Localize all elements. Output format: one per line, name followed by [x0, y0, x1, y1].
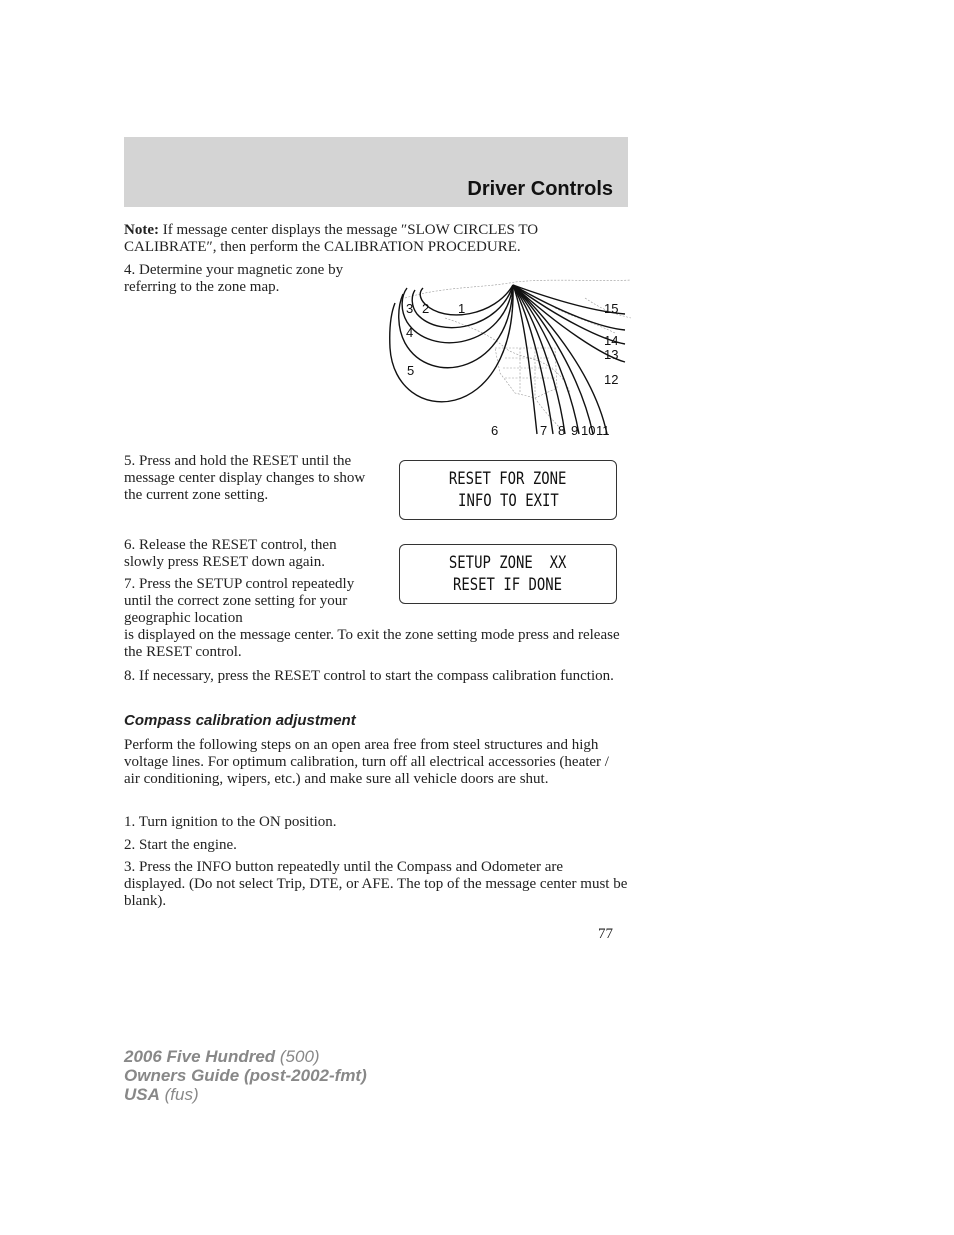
zone-map [385, 278, 631, 438]
zone-label: 11 [596, 423, 610, 438]
zone-label: 9 [571, 423, 579, 438]
step-5: 5. Press and hold the RESET until the message center display changes to show the current zone setting. [124, 453, 366, 503]
calibration-heading: Compass calibration adjustment [124, 712, 356, 729]
calibration-intro: Perform the following steps on an open area free from steel structures and high voltage lines. For optimum calibration, turn off all electrical accessories (heater / air conditioning, wipers, etc.) and make sure all vehicle doors are shut. [124, 737, 609, 787]
step-8: 8. If necessary, press the RESET control to start the compass calibration function. [124, 668, 614, 684]
step-6: 6. Release the RESET control, then slowly press RESET down again. [124, 537, 337, 570]
zone-label: 15 [604, 301, 619, 316]
zone-label: 12 [604, 372, 619, 387]
display-line-1: RESET FOR ZONE [449, 469, 567, 489]
calibration-step-1: 1. Turn ignition to the ON position. [124, 814, 337, 830]
header-band [124, 137, 628, 207]
footer-line-3 [124, 1085, 367, 1104]
zone-label: 8 [558, 423, 566, 438]
zone-label: 1 [458, 301, 466, 316]
zone-label: 13 [604, 347, 619, 362]
message-center-display-setup [399, 544, 617, 604]
step-7-part-1: 7. Press the SETUP control repeatedly until the correct zone setting for your geographic location [124, 576, 355, 626]
footer-guide: Owners Guide (post-2002-fmt) [124, 1066, 367, 1085]
note-paragraph [124, 222, 628, 256]
note-text: If message center displays the message ″SLOW CIRCLES TO CALIBRATE″, then perform the CALIBRATION PROCEDURE. [124, 222, 539, 255]
footer-model: 2006 Five Hundred [124, 1047, 276, 1066]
display-line-1: SETUP ZONE XX [449, 553, 567, 573]
footer-line-2 [124, 1066, 367, 1085]
footer-region: USA [124, 1085, 160, 1104]
zone-label: 6 [491, 423, 499, 438]
step-4: 4. Determine your magnetic zone by referring to the zone map. [124, 262, 344, 295]
zone-label: 5 [407, 363, 415, 378]
footer-region-code: (fus) [159, 1085, 199, 1104]
zone-label: 10 [581, 423, 596, 438]
footer-model-code: (500) [275, 1047, 320, 1066]
message-center-display-reset [399, 460, 617, 520]
zone-label: 7 [540, 423, 548, 438]
calibration-step-3: 3. Press the INFO button repeatedly until the Compass and Odometer are displayed. (Do not select Trip, DTE, or AFE. The top of the message center must be blank). [124, 859, 628, 909]
display-line-2: RESET IF DONE [453, 575, 563, 595]
footer-line-1 [124, 1047, 367, 1066]
zone-label: 3 [406, 301, 414, 316]
calibration-step-2: 2. Start the engine. [124, 837, 237, 853]
zone-labels [406, 301, 618, 438]
footer [124, 1047, 367, 1104]
zone-label: 14 [604, 333, 619, 348]
section-title: Driver Controls [467, 178, 613, 200]
zone-label: 4 [406, 325, 414, 340]
step-7-part-2: is displayed on the message center. To exit the zone setting mode press and release the RESET control. [124, 627, 620, 660]
zone-label: 2 [422, 301, 430, 316]
note-label: Note: [124, 222, 159, 238]
page-number: 77 [598, 926, 613, 942]
display-line-2: INFO TO EXIT [457, 491, 559, 511]
